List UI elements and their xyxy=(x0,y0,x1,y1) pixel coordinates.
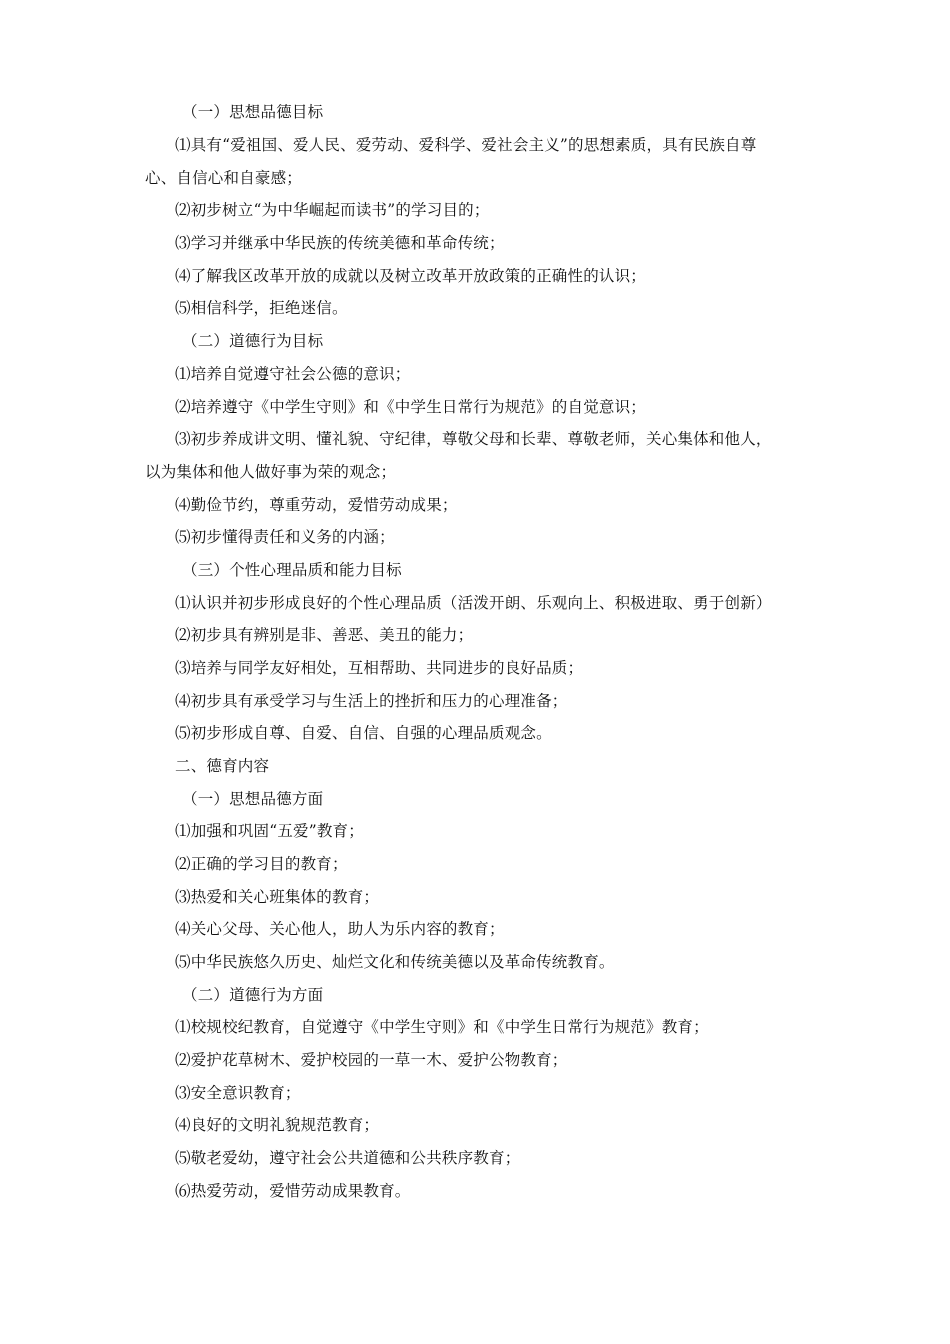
list-item: ⑷勤俭节约，尊重劳动，爱惜劳动成果； xyxy=(175,496,458,514)
list-item: ⑶学习并继承中华民族的传统美德和革命传统； xyxy=(175,234,505,252)
list-item: ⑸初步懂得责任和义务的内涵； xyxy=(175,528,395,546)
list-item: ⑵初步具有辨别是非、善恶、美丑的能力； xyxy=(175,626,474,644)
section-heading-moral-content: 二、德育内容 xyxy=(175,757,270,775)
subsection-heading-behavior-aspects: （二）道德行为方面 xyxy=(182,986,324,1004)
list-item: ⑶安全意识教育； xyxy=(175,1084,301,1102)
list-item: ⑷初步具有承受学习与生活上的挫折和压力的心理准备； xyxy=(175,692,568,710)
list-item: ⑸初步形成自尊、自爱、自信、自强的心理品质观念。 xyxy=(175,724,552,742)
list-item: ⑵正确的学习目的教育； xyxy=(175,855,348,873)
subsection-heading-moral-aspects: （一）思想品德方面 xyxy=(182,790,324,808)
list-item: ⑴加强和巩固“五爱”教育； xyxy=(175,822,364,840)
list-item: ⑸中华民族悠久历史、灿烂文化和传统美德以及革命传统教育。 xyxy=(175,953,615,971)
list-item: ⑵爱护花草树木、爱护校园的一草一木、爱护公物教育； xyxy=(175,1051,568,1069)
list-item: ⑸相信科学，拒绝迷信。 xyxy=(175,299,348,317)
section-heading-moral-goals: （一）思想品德目标 xyxy=(182,103,324,121)
list-item: ⑶初步养成讲文明、懂礼貌、守纪律，尊敬父母和长辈、尊敬老师，关心集体和他人， xyxy=(175,430,772,448)
list-item: ⑴校规校纪教育，自觉遵守《中学生守则》和《中学生日常行为规范》教育； xyxy=(175,1018,709,1036)
list-item-continuation: 心、自信心和自豪感； xyxy=(145,169,303,187)
list-item: ⑷关心父母、关心他人，助人为乐内容的教育； xyxy=(175,920,505,938)
list-item: ⑵培养遵守《中学生守则》和《中学生日常行为规范》的自觉意识； xyxy=(175,398,647,416)
list-item: ⑶热爱和关心班集体的教育； xyxy=(175,888,380,906)
list-item: ⑶培养与同学友好相处，互相帮助、共同进步的良好品质； xyxy=(175,659,584,677)
section-heading-personality-goals: （三）个性心理品质和能力目标 xyxy=(182,561,402,579)
list-item: ⑵初步树立“为中华崛起而读书”的学习目的； xyxy=(175,201,490,219)
list-item: ⑷了解我区改革开放的成就以及树立改革开放政策的正确性的认识； xyxy=(175,267,647,285)
list-item: ⑴培养自觉遵守社会公德的意识； xyxy=(175,365,411,383)
list-item: ⑹热爱劳动，爱惜劳动成果教育。 xyxy=(175,1182,411,1200)
list-item: ⑸敬老爱幼，遵守社会公共道德和公共秩序教育； xyxy=(175,1149,521,1167)
list-item: ⑴具有“爱祖国、爱人民、爱劳动、爱科学、爱社会主义”的思想素质，具有民族自尊 xyxy=(175,136,757,154)
list-item: ⑷良好的文明礼貌规范教育； xyxy=(175,1116,380,1134)
list-item: ⑴认识并初步形成良好的个性心理品质（活泼开朗、乐观向上、积极进取、勇于创新） xyxy=(175,594,772,612)
list-item-continuation: 以为集体和他人做好事为荣的观念； xyxy=(145,463,397,481)
section-heading-behavior-goals: （二）道德行为目标 xyxy=(182,332,324,350)
